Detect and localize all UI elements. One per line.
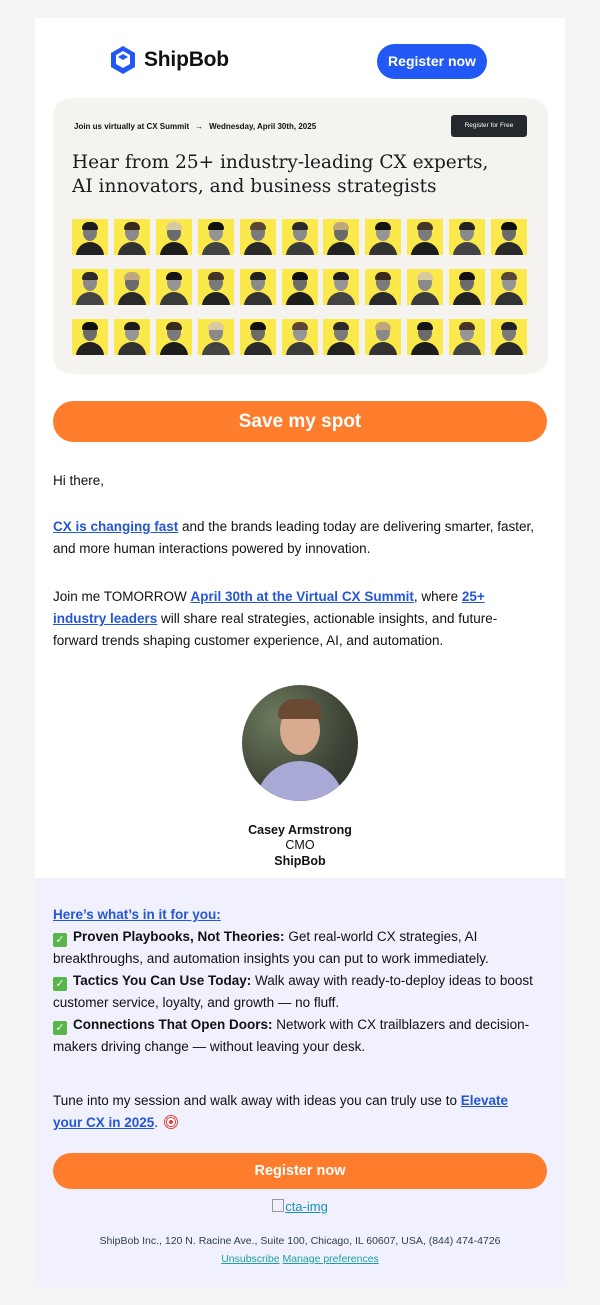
speaker-headshot [282,319,318,355]
invite-text-2: , where [413,589,462,604]
shipbob-logo-icon [110,45,136,75]
speaker-headshot [114,319,150,355]
signature-company: ShipBob [274,854,326,868]
logo-text: ShipBob [144,48,229,71]
speaker-headshot [407,269,443,305]
closing-text: Tune into my session and walk away with ideas you can truly use to [53,1093,461,1108]
footer-links [35,1253,565,1265]
closing-paragraph [53,1090,538,1134]
speaker-headshot [365,219,401,255]
register-for-free-button[interactable]: Register for Free [451,115,527,137]
event-date: Wednesday, April 30th, 2025 [209,122,317,131]
footer-address: ShipBob Inc., 120 N. Racine Ave., Suite 100, Chicago, IL 60607, USA, (844) 474-4726 [99,1235,501,1247]
banner-event-info [74,122,316,131]
avatar [242,685,358,801]
speaker-headshot [365,269,401,305]
shipbob-logo[interactable] [110,44,229,76]
event-banner[interactable] [53,98,548,374]
intro-text: and the brands leading today are delivering smarter, faster, and more human interactions powered by innovation. [53,519,534,556]
virtual-summit-link[interactable]: April 30th at the Virtual CX Summit [190,589,414,604]
benefit-text: Walk away with ready-to-deploy ideas to boost customer service, loyalty, and growth — no fluff. [53,973,533,1010]
unsubscribe-link[interactable]: Unsubscribe [221,1253,280,1265]
speaker-headshot [198,269,234,305]
benefits-list [53,926,538,1058]
register-now-button-top[interactable]: Register now [377,44,487,79]
speaker-headshot [156,269,192,305]
closing-period: . [154,1115,159,1130]
email-container [35,18,565,1287]
speaker-headshot [323,269,359,305]
speaker-headshot [114,219,150,255]
speaker-headshot [72,219,108,255]
speaker-headshot [282,269,318,305]
speaker-headshot [491,219,527,255]
benefit-text: Network with CX trailblazers and decision-makers driving change — without leaving your desk. [53,1017,530,1054]
industry-leaders-link[interactable]: 25+ industry leaders [53,589,485,626]
signature-name: Casey Armstrong [248,823,352,837]
invite-text-1: Join me TOMORROW [53,589,191,604]
speaker-headshot [72,319,108,355]
benefit-title: Tactics You Can Use Today: [73,973,252,988]
speaker-headshot [323,319,359,355]
speaker-headshot [282,219,318,255]
target-icon [164,1115,178,1129]
speaker-headshot [449,319,485,355]
benefit-title: Connections That Open Doors: [73,1017,273,1032]
benefits-heading [53,904,538,926]
save-my-spot-button[interactable]: Save my spot [53,401,547,442]
speaker-headshot [449,269,485,305]
speaker-headshot [407,319,443,355]
speaker-headshot [407,219,443,255]
cta-image-link[interactable] [35,1199,565,1214]
benefit-title: Proven Playbooks, Not Theories: [73,929,285,944]
list-item [53,926,538,970]
speaker-headshot [491,269,527,305]
broken-image-icon [272,1199,284,1212]
list-item [53,1014,538,1058]
speaker-headshot [198,219,234,255]
invite-text-3: will share real strategies, actionable insights, and future-forward trends shaping customer experience, AI, and automation. [53,611,498,648]
speaker-headshot [240,319,276,355]
speaker-headshot [198,319,234,355]
manage-preferences-link[interactable]: Manage preferences [282,1253,379,1265]
benefits-panel [35,878,565,1287]
event-text: Join us virtually at CX Summit [74,122,190,131]
speaker-headshot [72,269,108,305]
arrow-right-icon: → [195,122,204,131]
check-mark-icon: ✓ [53,933,67,947]
signature-title: CMO [285,838,315,852]
list-item [53,970,538,1014]
speaker-headshot [449,219,485,255]
intro-paragraph [53,516,538,560]
speaker-headshot [156,219,192,255]
speaker-headshot [491,319,527,355]
cta-image-alt: cta-img [285,1199,328,1214]
speaker-headshot [240,269,276,305]
speaker-headshots-grid [72,219,532,359]
benefit-text: Get real-world CX strategies, AI breakthroughs, and automation insights you can put to work immediately. [53,929,489,966]
check-mark-icon: ✓ [53,1021,67,1035]
speaker-headshot [323,219,359,255]
benefits-heading-link[interactable]: Here’s what’s in it for you: [53,907,221,922]
register-now-button-bottom[interactable]: Register now [53,1153,547,1189]
check-mark-icon: ✓ [53,977,67,991]
elevate-cx-link[interactable]: Elevate your CX in 2025 [53,1093,508,1130]
speaker-headshot [156,319,192,355]
greeting: Hi there, [53,473,105,488]
speaker-headshot [114,269,150,305]
banner-headline: Hear from 25+ industry-leading CX experts, AI innovators, and business strategists [72,152,489,197]
invite-paragraph [53,586,538,652]
cx-changing-link[interactable]: CX is changing fast [53,519,179,534]
speaker-headshot [365,319,401,355]
speaker-headshot [240,219,276,255]
